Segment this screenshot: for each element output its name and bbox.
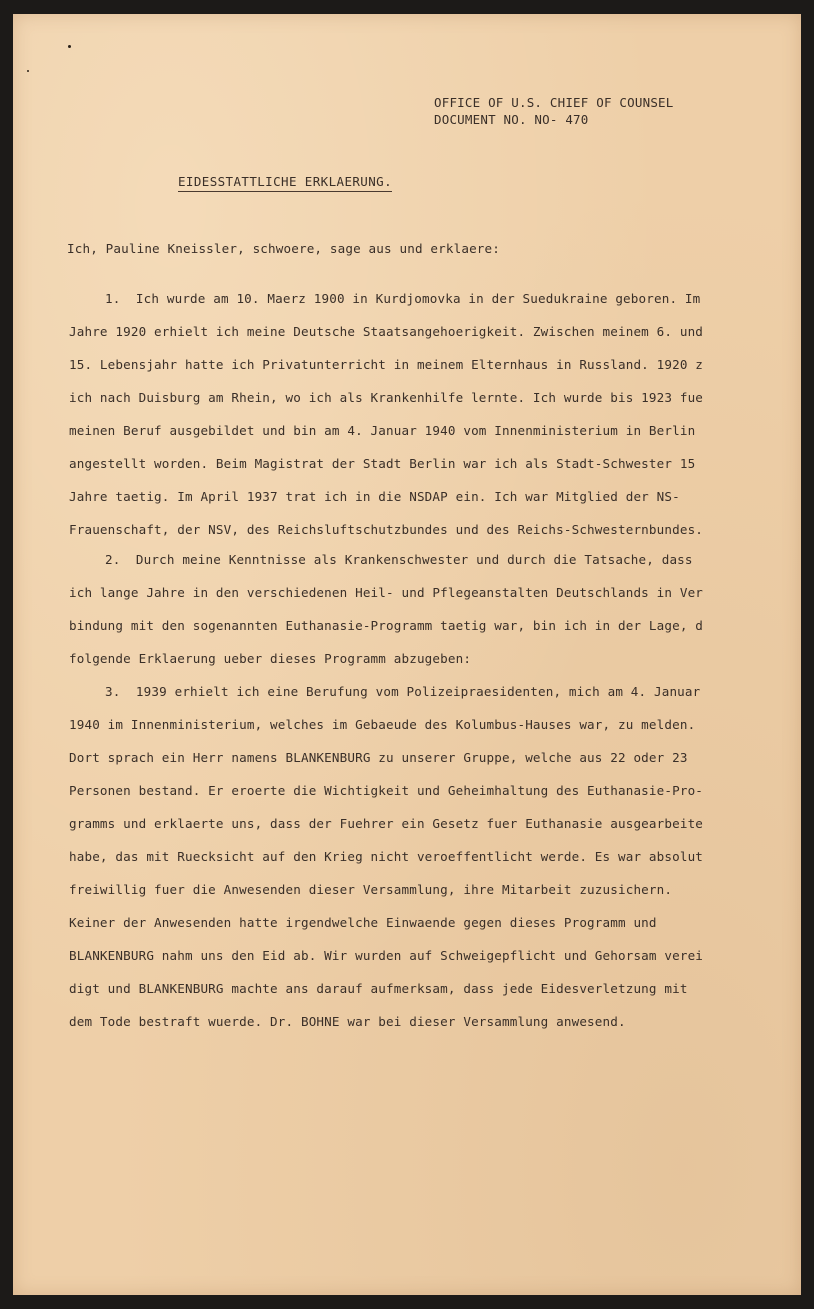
text-line: BLANKENBURG nahm uns den Eid ab. Wir wurden auf Schweigepflicht und Gehorsam verei (69, 948, 704, 963)
ink-speck (68, 45, 71, 48)
office-line: OFFICE OF U.S. CHIEF OF COUNSEL (434, 95, 674, 110)
text-line: meinen Beruf ausgebildet und bin am 4. Januar 1940 vom Innenministerium in Berlin (69, 423, 696, 438)
document-page (13, 14, 801, 1295)
text-line: 15. Lebensjahr hatte ich Privatunterricht in meinem Elternhaus in Russland. 1920 z (69, 357, 704, 372)
text-line: Ich, Pauline Kneissler, schwoere, sage aus und erklaere: (67, 241, 500, 256)
text-line: Personen bestand. Er eroerte die Wichtigkeit und Geheimhaltung des Euthanasie-Pro- (69, 783, 704, 798)
document-header (434, 94, 674, 128)
text-line: 2. Durch meine Kenntnisse als Krankenschwester und durch die Tatsache, dass (105, 552, 693, 567)
text-line: ich lange Jahre in den verschiedenen Heil- und Pflegeanstalten Deutschlands in Ver (69, 585, 704, 600)
document-title: EIDESSTATTLICHE ERKLAERUNG. (178, 174, 392, 192)
text-line: 1. Ich wurde am 10. Maerz 1900 in Kurdjomovka in der Suedukraine geboren. Im (105, 291, 701, 306)
text-line: bindung mit den sogenannten Euthanasie-Programm taetig war, bin ich in der Lage, d (69, 618, 704, 633)
text-line: freiwillig fuer die Anwesenden dieser Versammlung, ihre Mitarbeit zuzusichern. (69, 882, 673, 897)
text-line: angestellt worden. Beim Magistrat der Stadt Berlin war ich als Stadt-Schwester 15 (69, 456, 696, 471)
text-line: Dort sprach ein Herr namens BLANKENBURG zu unserer Gruppe, welche aus 22 oder 23 (69, 750, 688, 765)
text-line: 1940 im Innenministerium, welches im Gebaeude des Kolumbus-Hauses war, zu melden. (69, 717, 696, 732)
text-line: gramms und erklaerte uns, dass der Fuehrer ein Gesetz fuer Euthanasie ausgearbeite (69, 816, 704, 831)
text-line: folgende Erklaerung ueber dieses Programm abzugeben: (69, 651, 472, 666)
text-line: Jahre 1920 erhielt ich meine Deutsche Staatsangehoerigkeit. Zwischen meinem 6. und (69, 324, 704, 339)
text-line: digt und BLANKENBURG machte ans darauf aufmerksam, dass jede Eidesverletzung mit (69, 981, 688, 996)
text-line: 3. 1939 erhielt ich eine Berufung vom Polizeipraesidenten, mich am 4. Januar (105, 684, 701, 699)
ink-speck (27, 70, 29, 72)
text-line: Keiner der Anwesenden hatte irgendwelche Einwaende gegen dieses Programm und (69, 915, 657, 930)
text-line: ich nach Duisburg am Rhein, wo ich als Krankenhilfe lernte. Ich wurde bis 1923 fue (69, 390, 704, 405)
document-number: DOCUMENT NO. NO- 470 (434, 112, 589, 127)
text-line: dem Tode bestraft wuerde. Dr. BOHNE war bei dieser Versammlung anwesend. (69, 1014, 626, 1029)
text-line: Jahre taetig. Im April 1937 trat ich in die NSDAP ein. Ich war Mitglied der NS- (69, 489, 680, 504)
text-line: Frauenschaft, der NSV, des Reichsluftschutzbundes und des Reichs-Schwesternbundes. (69, 522, 704, 537)
text-line: habe, das mit Ruecksicht auf den Krieg nicht veroeffentlicht werde. Es war absolut (69, 849, 704, 864)
